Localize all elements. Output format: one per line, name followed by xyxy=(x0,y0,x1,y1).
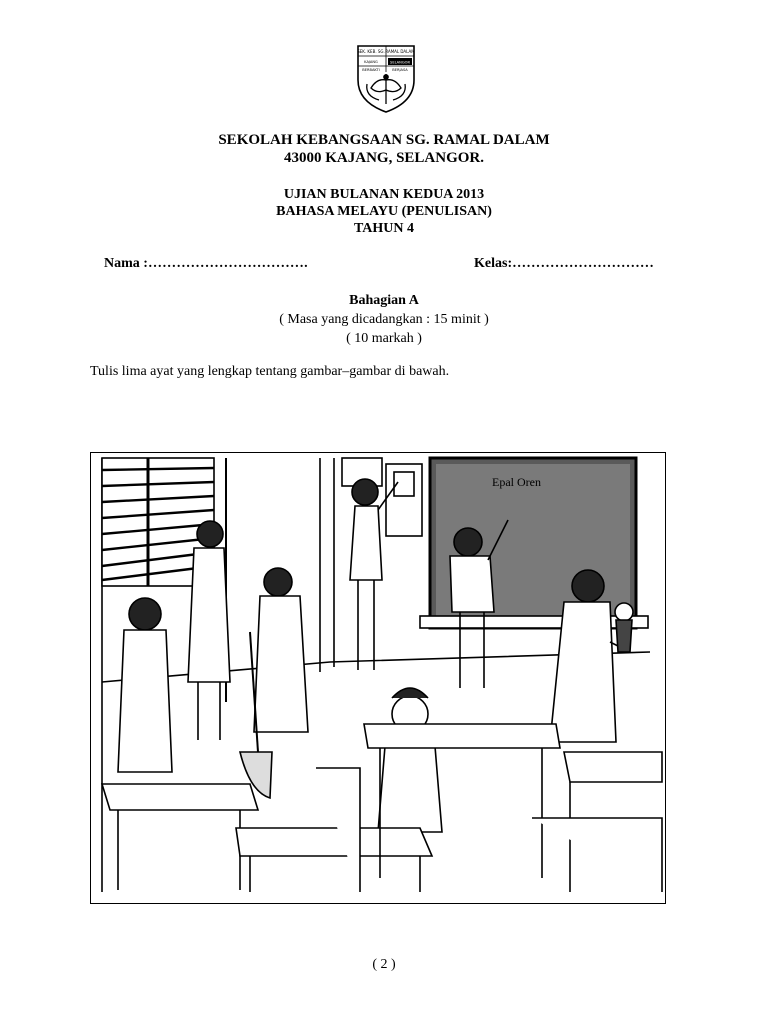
crest-motto-right: BERJASA xyxy=(392,68,408,72)
exam-header xyxy=(0,186,768,237)
section-marks: ( 10 markah ) xyxy=(346,331,422,346)
school-name: SEKOLAH KEBANGSAAN SG. RAMAL DALAM xyxy=(218,132,550,148)
class-label: Kelas: xyxy=(474,256,513,271)
section-time: ( Masa yang dicadangkan : 15 minit ) xyxy=(279,312,489,327)
section-header xyxy=(0,291,768,348)
crest-motto-left: BERBAKTI xyxy=(362,68,380,72)
school-crest-logo xyxy=(355,44,417,114)
instruction-text: Tulis lima ayat yang lengkap tentang gambar–gambar di bawah. xyxy=(90,364,450,379)
crest-label-mid-left: KAJANG xyxy=(364,60,378,64)
section-title: Bahagian A xyxy=(349,293,419,308)
name-label: Nama : xyxy=(104,256,148,271)
exam-subject: BAHASA MELAYU (PENULISAN) xyxy=(276,204,492,219)
name-field[interactable] xyxy=(104,256,308,272)
crest-label-left: SEK. KEB. SG. xyxy=(357,49,385,54)
school-address: 43000 KAJANG, SELANGOR. xyxy=(283,150,485,166)
classroom-illustration xyxy=(90,452,666,904)
exam-grade: TAHUN 4 xyxy=(353,221,415,236)
school-header xyxy=(0,131,768,167)
class-field[interactable] xyxy=(474,256,654,272)
exam-title: UJIAN BULANAN KEDUA 2013 xyxy=(283,187,485,202)
blackboard-text: Epal Oren xyxy=(492,475,541,489)
crest-label-mid-right: SELANGOR xyxy=(390,60,410,65)
name-blank[interactable]: ……………………………. xyxy=(147,256,308,271)
class-blank[interactable]: ………………………… xyxy=(512,256,655,271)
page-number: ( 2 ) xyxy=(372,957,396,972)
crest-label-right: RAMAL DALAM xyxy=(385,49,415,54)
